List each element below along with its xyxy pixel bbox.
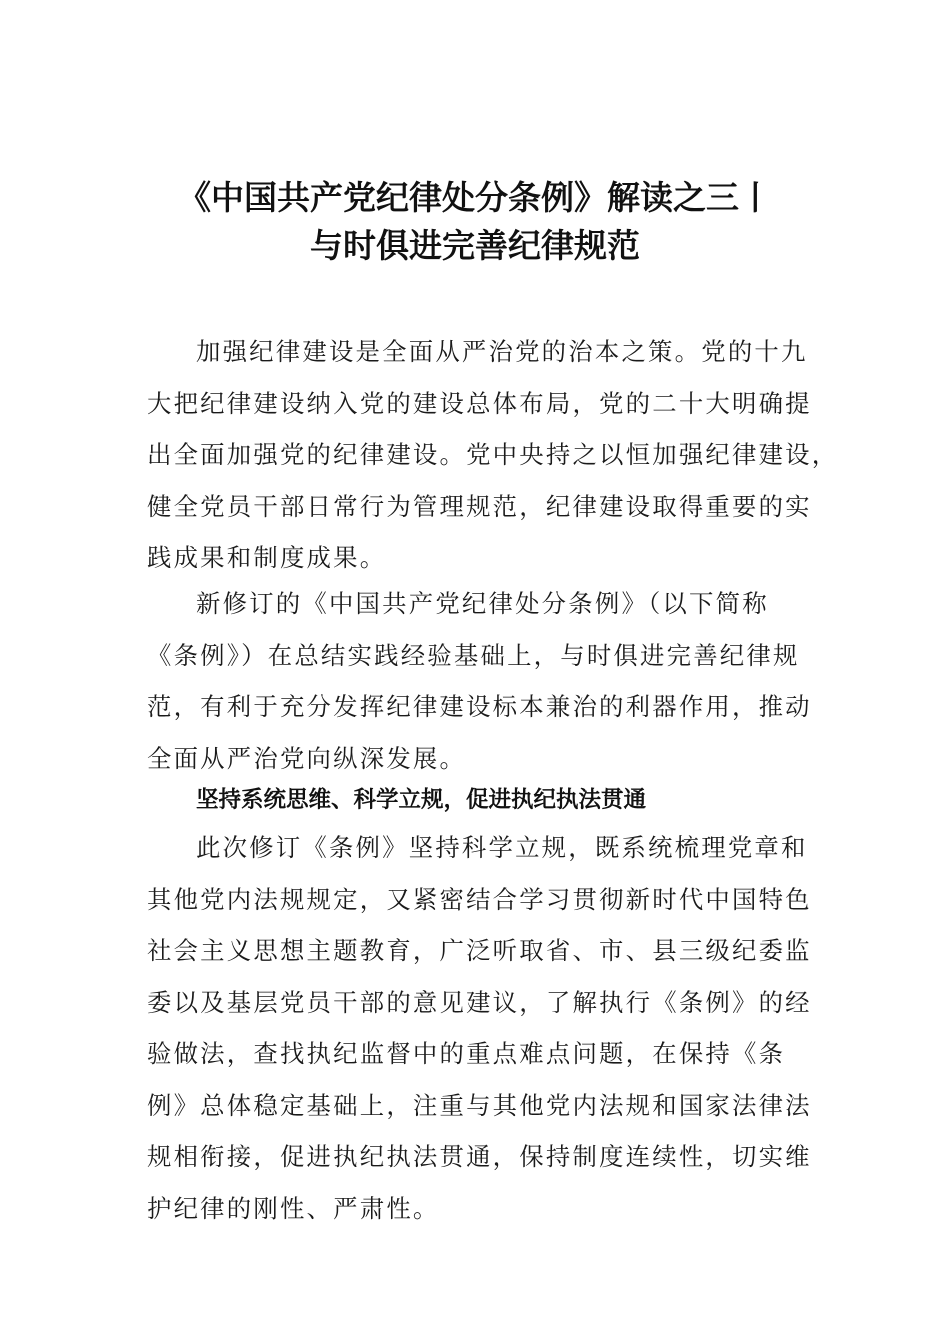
paragraph-line: 践成果和制度成果。 [147,543,387,572]
paragraph-line: 其他党内法规规定，又紧密结合学习贯彻新时代中国特色 [147,884,812,914]
paragraph-line: 规相衔接，促进执纪执法贯通，保持制度连续性，切实维 [147,1142,812,1171]
paragraph-line: 验做法，查找执纪监督中的重点难点问题，在保持《条 [147,1039,786,1068]
paragraph-line: 《条例》）在总结实践经验基础上，与时俱进完善纪律规 [147,640,800,670]
paragraph-line: 出全面加强党的纪律建设。党中央持之以恒加强纪律建设， [147,440,839,469]
paragraph-line: 护纪律的刚性、严肃性。 [147,1193,440,1223]
paragraph-line: 健全党员干部日常行为管理规范，纪律建设取得重要的实 [147,491,812,521]
paragraph-1 [147,326,839,584]
document-title-line-2: 与时俱进完善纪律规范 [310,226,640,265]
paragraph-line: 全面从严治党向纵深发展。 [147,743,467,773]
paragraph-line: 加强纪律建设是全面从严治党的治本之策。党的十九 [196,337,808,366]
paragraph-2 [147,578,812,784]
paragraph-line: 大把纪律建设纳入党的建设总体布局，党的二十大明确提 [147,388,812,418]
paragraph-line: 新修订的《中国共产党纪律处分条例》（以下简称 [196,589,769,618]
paragraph-line: 委以及基层党员干部的意见建议，了解执行《条例》的经 [147,987,812,1017]
paragraph-3 [147,822,812,1234]
section-subheading: 坚持系统思维、科学立规，促进执纪执法贯通 [196,787,647,813]
document-title-line-1: 《中国共产党纪律处分条例》解读之三丨 [178,178,772,217]
paragraph-line: 范，有利于充分发挥纪律建设标本兼治的利器作用，推动 [147,692,812,721]
paragraph-line: 此次修订《条例》坚持科学立规，既系统梳理党章和 [196,833,808,862]
paragraph-line: 社会主义思想主题教育，广泛听取省、市、县三级纪委监 [147,936,812,965]
paragraph-line: 例》总体稳定基础上，注重与其他党内法规和国家法律法 [147,1090,812,1120]
